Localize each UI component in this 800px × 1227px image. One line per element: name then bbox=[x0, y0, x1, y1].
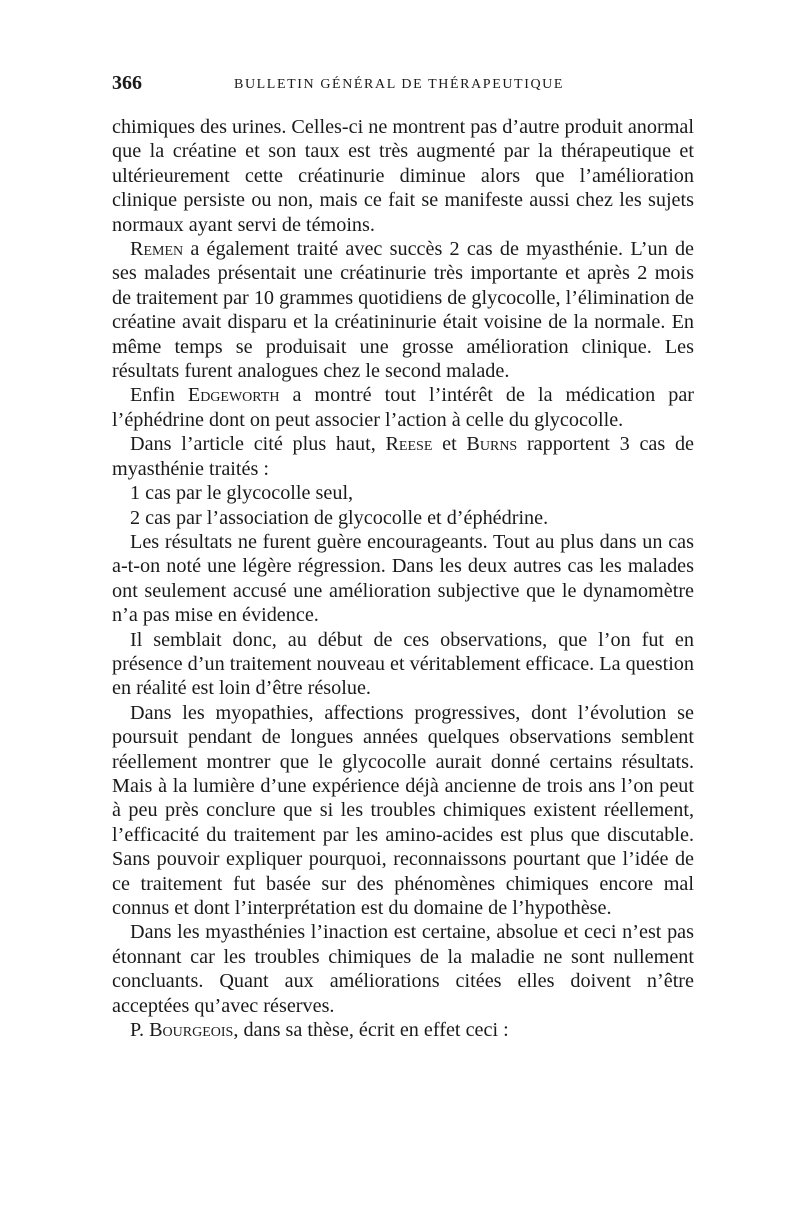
list-item: 2 cas par l’association de glycocolle et d’éphédrine. bbox=[130, 506, 549, 529]
paragraph: Dans les myasthénies l’inaction est certaine, absolue et ceci n’est pas étonnant car les troubles chimiques de la maladie ne sont nullement concluants. Quant aux améliorations citées elles doivent n’être acceptées qu’avec réserves. bbox=[112, 921, 694, 1017]
paragraph-text: a également traité avec succès 2 cas de myasthénie. L’un de ses malades présentait une créatinurie très importante et après 2 mois de traitement par 10 grammes quotidiens de glycocolle, l’élimination de créatine avait disparu et la créatininurie était voisine de la normale. En même temps se produisait une grosse amélioration clinique. Les résultats furent analogues chez le second malade. bbox=[112, 238, 694, 383]
paragraph-text: a montré tout l’intérêt de la médication par l’éphédrine dont on peut associer l’action à celle du glycocolle. bbox=[112, 384, 694, 431]
paragraph-text: Dans l’article cité plus haut, bbox=[130, 433, 386, 456]
paragraph bbox=[112, 383, 694, 432]
paragraph-text: Enfin bbox=[130, 384, 188, 407]
paragraph: Dans les myopathies, affections progressives, dont l’évolution se poursuit pendant de longues années quelques observations semblent réellement montrer que le glycocolle aurait donné certains résultats. Mais à la lumière d’une expérience déjà ancienne de trois ans l’on peut à peu près conclure que si les troubles chimiques existent réellement, l’efficacité du traitement par les amino-acides est plus que discutable. Sans pouvoir expliquer pourquoi, reconnaissons pourtant que l’idée de ce traitement fut basée sur des phénomènes chimiques encore mal connus et dont l’interprétation est du domaine de l’hypothèse. bbox=[112, 701, 694, 919]
page-body bbox=[112, 115, 694, 1042]
list-item: 1 cas par le glycocolle seul, bbox=[130, 482, 354, 505]
paragraph-text: P. bbox=[130, 1019, 150, 1042]
paragraph-text: , dans sa thèse, écrit en effet ceci : bbox=[233, 1019, 509, 1042]
author-name: Reese bbox=[385, 433, 433, 456]
author-name: Edgeworth bbox=[187, 384, 280, 407]
paragraph-text: rapportent 3 cas de myasthénie traités : bbox=[112, 433, 694, 480]
paragraph bbox=[112, 237, 694, 383]
paragraph-text: et bbox=[432, 433, 467, 456]
page-number: 366 bbox=[112, 72, 142, 94]
page-header bbox=[112, 72, 694, 102]
author-name: Burns bbox=[466, 433, 518, 456]
paragraph: Il semblait donc, au début de ces observations, que l’on fut en présence d’un traitement nouveau et véritablement efficace. La question en réalité est loin d’être résolue. bbox=[112, 628, 694, 700]
author-name: Remen bbox=[130, 238, 184, 261]
paragraph bbox=[112, 1018, 694, 1042]
running-title: BULLETIN GÉNÉRAL DE THÉRAPEUTIQUE bbox=[234, 77, 565, 92]
author-name: Bourgeois bbox=[149, 1019, 234, 1042]
paragraph: Les résultats ne furent guère encourageants. Tout au plus dans un cas a-t-on noté une légère régression. Dans les deux autres cas les malades ont seulement accusé une amélioration subjective que le dynamomètre n’a pas mise en évidence. bbox=[112, 530, 694, 627]
paragraph: chimiques des urines. Celles-ci ne montrent pas d’autre produit anormal que la créatine et son taux est très augmenté par la thérapeutique et ultérieurement cette créatinurie diminue alors que l’amélioration clinique persiste ou non, mais ce fait se manifeste aussi chez les sujets normaux ayant servi de témoins. bbox=[112, 116, 694, 236]
paragraph bbox=[112, 432, 694, 481]
